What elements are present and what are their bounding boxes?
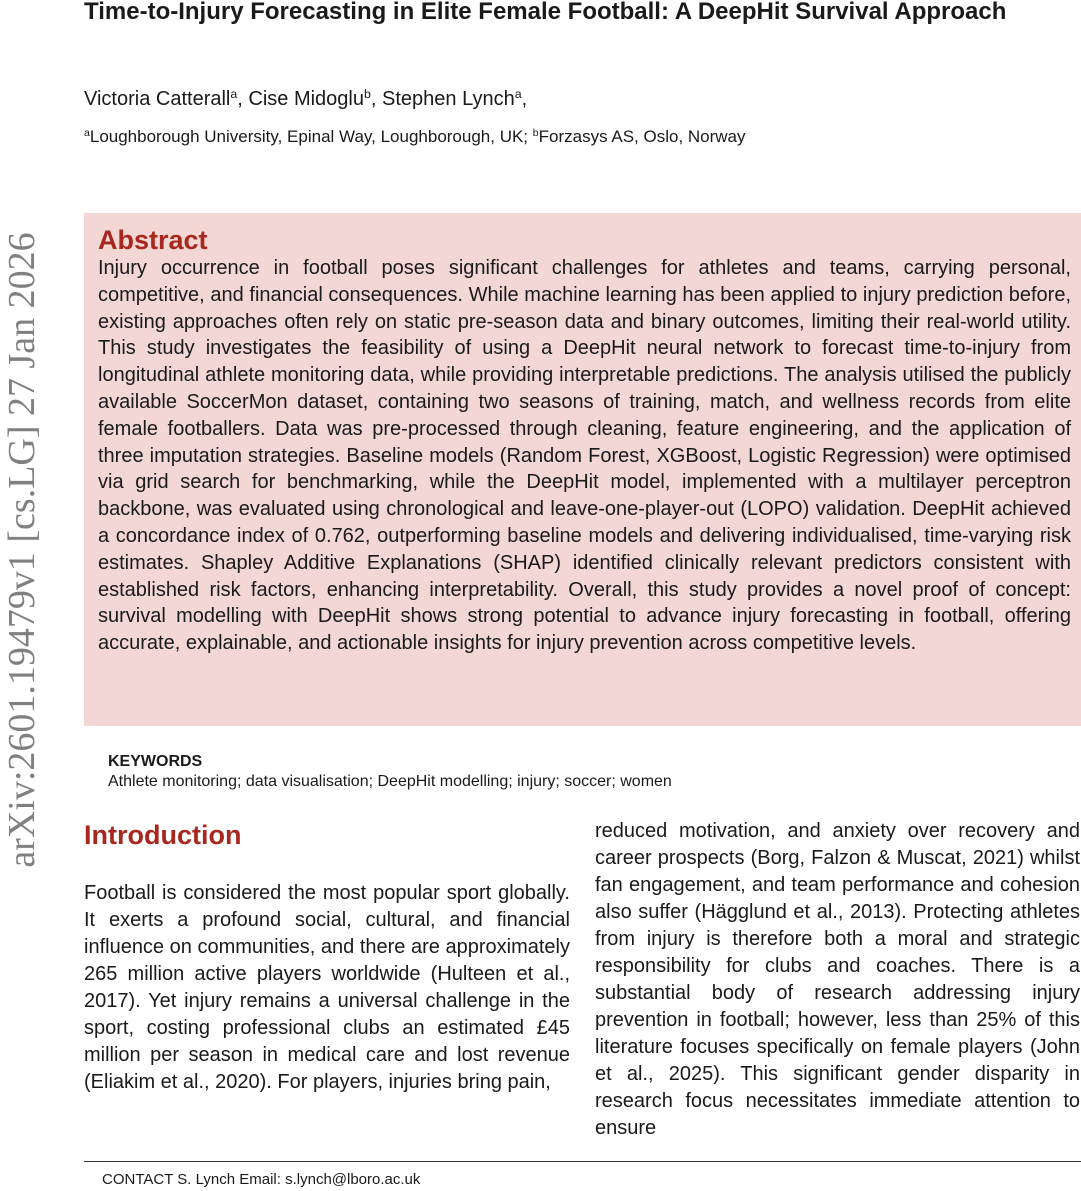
author-name: Victoria Catterall xyxy=(84,88,231,110)
author-separator: , xyxy=(521,88,528,110)
abstract-box xyxy=(84,213,1081,726)
abstract-text: Injury occurrence in football poses significant challenges for athletes and teams, carrying personal, competitive, and financial consequences. While machine learning has been applied to injury prediction before, existing approaches often rely on static pre-season data and binary outcomes, limiting their real-world utility. This study investigates the feasibility of using a DeepHit neural network to forecast time-to-injury from longitudinal athlete monitoring data, while providing interpretable predictions. The analysis utilised the publicly available SoccerMon dataset, containing two seasons of training, match, and wellness records from elite female footballers. Data was pre-processed through cleaning, feature engineering, and the application of three imputation strategies. Baseline models (Random Forest, XGBoost, Logistic Regression) were optimised via grid search for benchmarking, while the DeepHit model, implemented with a multilayer perceptron backbone, was evaluated using chronological and leave-one-player-out (LOPO) validation. DeepHit achieved a concordance index of 0.762, outperforming baseline models and delivering individualised, time-varying risk estimates. Shapley Additive Explanations (SHAP) identified clinically relevant predictors consistent with established risk factors, enhancing interpretability. Overall, this study provides a novel proof of concept: survival modelling with DeepHit shows strong potential to advance injury forecasting in football, offering accurate, explainable, and actionable insights for injury prevention across competitive levels. xyxy=(98,257,1071,655)
introduction-heading: Introduction xyxy=(84,820,242,850)
abstract-heading: Abstract xyxy=(98,225,208,255)
author-affiliation-mark: a xyxy=(230,87,238,102)
introduction-left-column: Football is considered the most popular sport globally. It exerts a profound social, cultural, and financial influence on communities, and there are approximately 265 million active players worldwide (Hulteen et al., 2017). Yet injury remains a universal challenge in the sport, costing professional clubs an estimated £45 million per season in medical care and lost revenue (Eliakim et al., 2020). For players, injuries bring pain, xyxy=(84,882,570,1093)
contact-footnote: CONTACT S. Lynch Email: s.lynch@lboro.ac.uk xyxy=(102,1171,421,1188)
introduction-right-column: reduced motivation, and anxiety over recovery and career prospects (Borg, Falzon & Muscat, 2021) whilst fan engagement, and team performance and cohesion also suffer (Hägglund et al., 2013). Protecting athletes from injury is therefore both a moral and strategic responsibility for clubs and coaches. There is a substantial body of research addressing injury prevention in football; however, less than 25% of this literature focuses specifically on female players (John et al., 2025). This significant gender disparity in research focus necessitates immediate attention to ensure xyxy=(595,820,1080,1139)
arxiv-sidebar xyxy=(0,190,44,910)
author-name: Stephen Lynch xyxy=(382,88,515,110)
author-affiliation-mark: b xyxy=(364,87,371,102)
author-separator: , xyxy=(370,88,383,110)
author-affiliation-mark: a xyxy=(514,87,522,102)
footer-divider xyxy=(84,1161,1081,1162)
affiliation-mark: b xyxy=(532,127,539,140)
author-name: Cise Midoglu xyxy=(248,88,364,110)
affiliation-text: Loughborough University, Epinal Way, Loughborough, UK; xyxy=(89,127,533,146)
keywords-section xyxy=(108,752,908,792)
author-separator: , xyxy=(237,88,249,110)
keywords-text: Athlete monitoring; data visualisation; DeepHit modelling; injury; soccer; women xyxy=(108,773,672,790)
author-list xyxy=(84,86,527,112)
affiliation-text: Forzasys AS, Oslo, Norway xyxy=(538,127,746,146)
arxiv-identifier: arXiv:2601.19479v1 [cs.LG] 27 Jan 2026 xyxy=(1,232,43,868)
affiliations xyxy=(84,125,746,149)
keywords-heading: KEYWORDS xyxy=(108,753,203,770)
affiliation-mark: a xyxy=(84,127,90,140)
paper-title: Time-to-Injury Forecasting in Elite Female Football: A DeepHit Survival Approach xyxy=(84,0,1007,25)
